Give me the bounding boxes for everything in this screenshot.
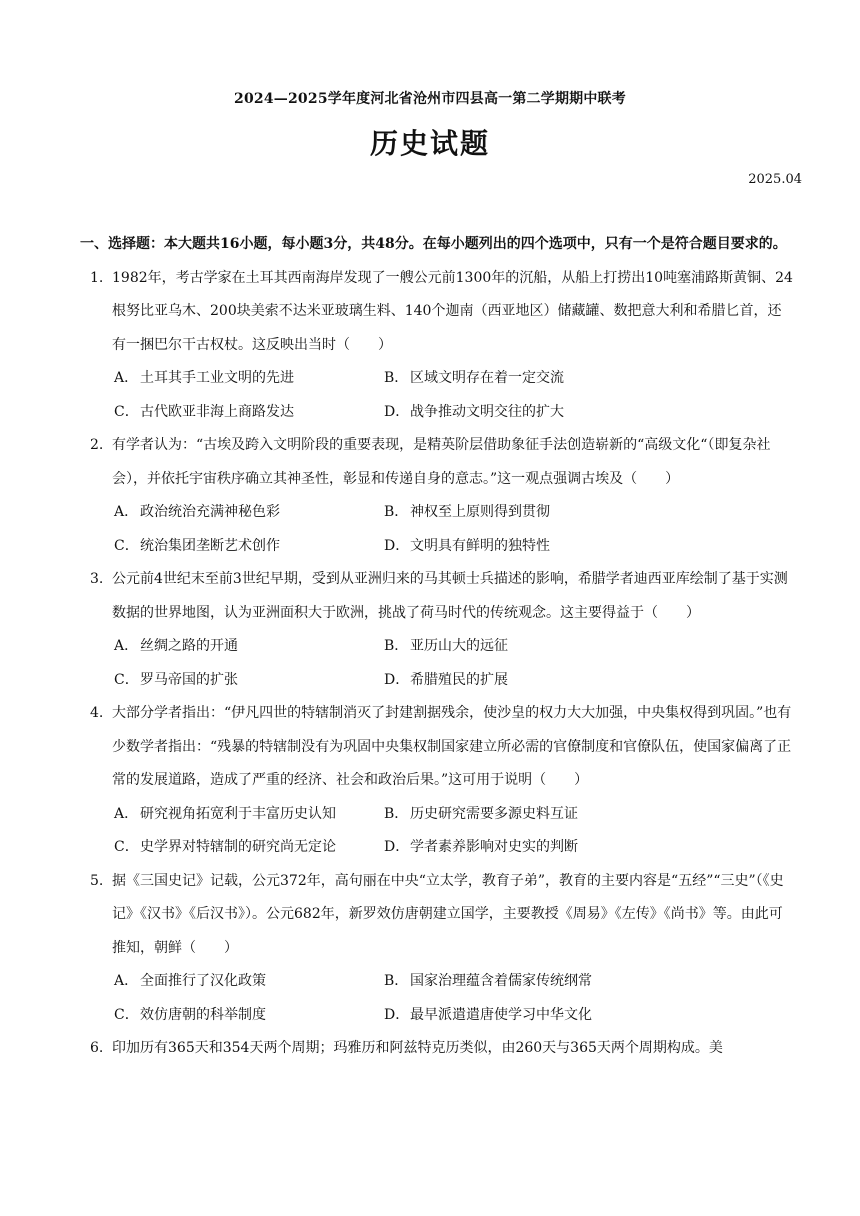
question-text: 大部分学者指出：“伊凡四世的特辖制消灭了封建割据残余，使沙皇的权力大大加强，中央集权得到巩固。”也有少数学者指出：“残暴的特辖制没有为巩固中央集权制国家建立所必需的官僚制度和官僚队伍，使国家偏离了正常的发展道路，造成了严重的经济、社会和政治后果。”这可用于说明（ ）: [112, 705, 792, 788]
option-letter: A．: [114, 504, 139, 520]
option-text: 罗马帝国的扩张: [140, 671, 238, 688]
exam-title: 历史试题: [369, 127, 490, 160]
question-text: 公元前4世纪末至前3世纪早期，受到从亚洲归来的马其顿士兵描述的影响，希腊学者迪西亚库绘制了基于实测数据的世界地图，认为亚洲面积大于欧洲，挑战了荷马时代的传统观念。这主要得益于（ ）: [112, 571, 788, 621]
answer-option: [384, 831, 654, 865]
question-text: 印加历有365天和354天两个周期；玛雅历和阿兹特克历类似，由260天与365天两个周期构成。美: [112, 1040, 723, 1056]
option-text: 战争推动文明交往的扩大: [410, 403, 564, 420]
question-3: [78, 563, 794, 697]
question-stem: [78, 697, 794, 798]
answer-options: [78, 965, 794, 1032]
answer-option: [384, 798, 654, 832]
answer-option: [384, 362, 654, 396]
question-1: [78, 262, 794, 430]
option-letter: C．: [114, 1006, 139, 1023]
question-number: 6.: [90, 1040, 104, 1056]
option-letter: D．: [384, 839, 410, 855]
question-6: [78, 1032, 794, 1066]
option-letter: C．: [114, 671, 139, 688]
answer-option: [114, 396, 384, 430]
answer-options: [78, 798, 794, 865]
option-letter: B．: [384, 973, 409, 989]
option-letter: D．: [384, 403, 410, 420]
question-number: 3.: [90, 571, 104, 587]
answer-option: [114, 965, 384, 999]
question-number: 1.: [90, 269, 104, 286]
answer-option: [384, 965, 654, 999]
option-letter: A．: [114, 805, 139, 822]
answer-option: [384, 630, 654, 664]
option-letter: B．: [384, 638, 409, 654]
answer-option: [114, 630, 384, 664]
option-text: 土耳其手工业文明的先进: [140, 370, 294, 386]
question-5: [78, 865, 794, 1033]
option-text: 政治统治充满神秘色彩: [140, 504, 280, 520]
exam-subtitle: 2024—2025学年度河北省沧州市四县高一第二学期期中联考: [234, 91, 626, 107]
option-letter: B．: [384, 504, 409, 520]
answer-option: [114, 798, 384, 832]
question-stem: [78, 1032, 794, 1066]
option-letter: D．: [384, 671, 410, 688]
answer-option: [114, 999, 384, 1033]
answer-option: [114, 496, 384, 530]
option-text: 统治集团垄断艺术创作: [140, 537, 280, 554]
option-letter: A．: [114, 638, 139, 654]
option-letter: A．: [114, 370, 139, 386]
option-text: 最早派遣遣唐使学习中华文化: [410, 1006, 592, 1023]
option-letter: C．: [114, 403, 139, 420]
option-text: 丝绸之路的开通: [140, 638, 238, 654]
option-text: 全面推行了汉化政策: [140, 973, 266, 989]
option-text: 古代欧亚非海上商路发达: [140, 403, 294, 420]
question-stem: [78, 865, 794, 966]
question-text: 有学者认为：“古埃及跨入文明阶段的重要表现，是精英阶层借助象征手法创造崭新的“高级文化“（即复杂社会），并依托宇宙秩序确立其神圣性，彰显和传递自身的意志。”这一观点强调古埃及（ ）: [112, 437, 771, 487]
exam-date: 2025.04: [748, 172, 802, 187]
answer-options: [78, 496, 794, 563]
answer-option: [114, 530, 384, 564]
question-number: 2.: [90, 437, 104, 453]
question-text: 据《三国史记》记载，公元372年，高句丽在中央“立太学，教育子弟”，教育的主要内容是“五经”“三史”（《史记》《汉书》《后汉书》）。公元682年，新罗效仿唐朝建立国学，主要教授《周易》《左传》《尚书》等。由此可推知，朝鲜（ ）: [112, 872, 784, 956]
option-text: 学者素养影响对史实的判断: [410, 839, 578, 855]
answer-option: [384, 664, 654, 698]
question-number: 4.: [90, 705, 104, 721]
question-list: [78, 262, 794, 1066]
option-text: 研究视角拓宽利于丰富历史认知: [140, 805, 336, 822]
question-number: 5.: [90, 872, 104, 889]
option-letter: B．: [384, 805, 409, 822]
section-heading: 一、选择题：本大题共16小题，每小题3分，共48分。在每小题列出的四个选项中，只有一个是符合题目要求的。: [80, 236, 787, 252]
exam-content: [78, 228, 794, 1066]
answer-option: [384, 530, 654, 564]
answer-options: [78, 630, 794, 697]
option-text: 区域文明存在着一定交流: [410, 370, 564, 386]
option-letter: A．: [114, 973, 139, 989]
option-text: 历史研究需要多源史料互证: [410, 805, 578, 822]
option-letter: C．: [114, 839, 139, 855]
option-text: 神权至上原则得到贯彻: [410, 504, 550, 520]
answer-option: [384, 396, 654, 430]
option-text: 希腊殖民的扩展: [410, 671, 508, 688]
answer-option: [114, 362, 384, 396]
option-letter: D．: [384, 537, 410, 554]
option-letter: B．: [384, 370, 409, 386]
option-text: 亚历山大的远征: [410, 638, 508, 654]
answer-option: [384, 496, 654, 530]
question-stem: [78, 563, 794, 630]
option-text: 效仿唐朝的科举制度: [140, 1006, 266, 1023]
option-letter: D．: [384, 1006, 410, 1023]
option-text: 文明具有鲜明的独特性: [410, 537, 550, 554]
option-letter: C．: [114, 537, 139, 554]
question-4: [78, 697, 794, 865]
answer-option: [384, 999, 654, 1033]
option-text: 史学界对特辖制的研究尚无定论: [140, 839, 336, 855]
question-2: [78, 429, 794, 563]
answer-options: [78, 362, 794, 429]
answer-option: [114, 831, 384, 865]
question-text: 1982年，考古学家在土耳其西南海岸发现了一艘公元前1300年的沉船，从船上打捞出10吨塞浦路斯黄铜、24根努比亚乌木、200块美索不达米亚玻璃生料、140个迦南（西亚地区）储藏罐、数把意大利和希腊匕首，还有一捆巴尔干古权杖。这反映出当时（ ）: [112, 269, 793, 353]
question-stem: [78, 262, 794, 363]
question-stem: [78, 429, 794, 496]
option-text: 国家治理蕴含着儒家传统纲常: [410, 973, 592, 989]
answer-option: [114, 664, 384, 698]
